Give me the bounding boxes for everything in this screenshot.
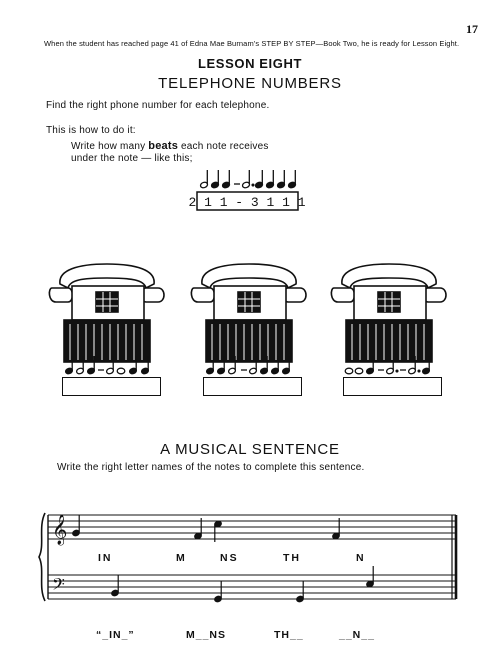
intro-note: When the student has reached page 41 of Edna Mae Burnam's STEP BY STEP—Book Two, he is ready for Lesson Eight. [44, 39, 460, 48]
bass-word-2: M__NS [186, 629, 227, 641]
treble-word-5: N [356, 552, 366, 564]
bass-word-3: TH__ [274, 629, 304, 641]
bass-clef-icon: 𝄢 [52, 574, 65, 598]
instruction-write-post: each note receives under the note — like this; [71, 141, 269, 164]
treble-word-2: M [176, 552, 187, 564]
instruction-write [71, 140, 271, 165]
treble-word-1: IN [98, 552, 113, 564]
section-instruction: Write the right letter names of the notes to complete this sentence. [57, 462, 365, 473]
instruction-write-pre: Write how many [71, 141, 149, 152]
telephone-icon [190, 262, 308, 364]
treble-word-3: NS [220, 552, 239, 564]
rhythm-phone-2 [205, 354, 301, 376]
brace-icon [39, 513, 45, 601]
lesson-title: LESSON EIGHT [198, 56, 302, 71]
telephone-2 [190, 262, 308, 369]
rhythm-phone-3 [344, 354, 444, 376]
bass-word-1: “_IN_” [96, 629, 135, 641]
answer-box-phone-2[interactable] [203, 377, 302, 396]
telephone-icon [48, 262, 166, 364]
telephone-1 [48, 262, 166, 369]
instruction-how: This is how to do it: [46, 125, 136, 136]
answer-box-phone-1[interactable] [62, 377, 161, 396]
example-number: 2 1 1 - 3 1 1 1 [188, 195, 306, 210]
page-number: 17 [466, 22, 478, 36]
instruction-write-bold: beats [148, 140, 179, 152]
treble-clef-icon: 𝄞 [52, 515, 68, 545]
telephone-icon [330, 262, 448, 364]
bass-word-4: __N__ [339, 629, 375, 641]
telephone-3 [330, 262, 448, 369]
lesson-subtitle: TELEPHONE NUMBERS [158, 75, 342, 92]
instruction-find: Find the right phone number for each telephone. [46, 100, 270, 111]
rhythm-phone-1 [64, 354, 160, 376]
treble-word-4: TH [283, 552, 301, 564]
example-rhythm [188, 166, 306, 214]
answer-box-phone-3[interactable] [343, 377, 442, 396]
section-title: A MUSICAL SENTENCE [160, 441, 340, 458]
